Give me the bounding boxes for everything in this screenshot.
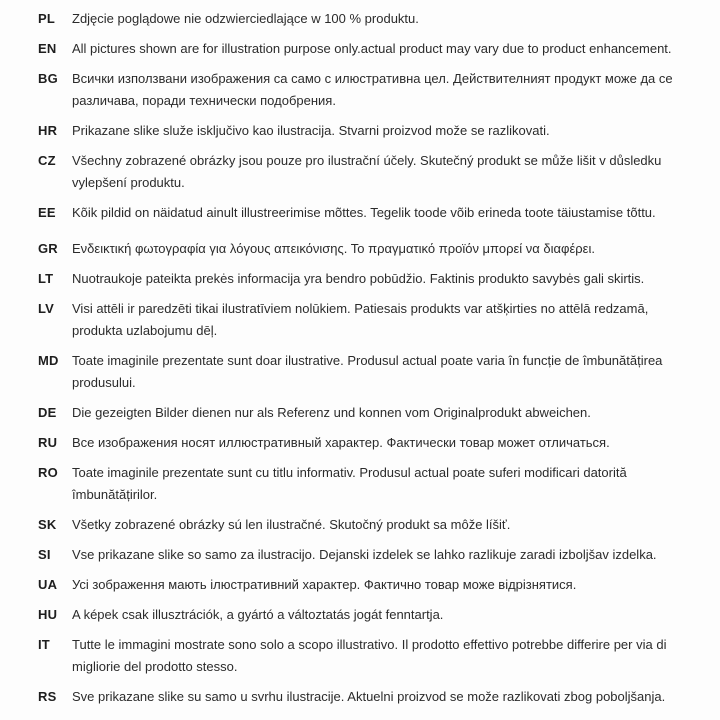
language-code-label: CZ — [38, 153, 56, 168]
language-code-label: HU — [38, 607, 58, 622]
language-code-label: RO — [38, 465, 58, 480]
disclaimer-text: Ενδεικτική φωτογραφία για λόγους απεικόνισης. Το πραγματικό προϊόν μπορεί να διαφέρει. — [72, 241, 595, 256]
disclaimer-row — [38, 150, 692, 194]
disclaimer-row — [38, 202, 692, 224]
disclaimer-text: Prikazane slike služe isključivo kao ilustracija. Stvarni proizvod može se razlikovati. — [72, 123, 550, 138]
disclaimer-text: Zdjęcie poglądowe nie odzwierciedlające w 100 % produktu. — [72, 11, 419, 26]
language-code-label: MD — [38, 353, 59, 368]
disclaimer-row — [38, 238, 692, 260]
disclaimer-text: Nuotraukoje pateikta prekės informacija yra bendro pobūdžio. Faktinis produkto savybės gali skirtis. — [72, 271, 645, 286]
disclaimer-text: Все изображения носят иллюстративный характер. Фактически товар может отличаться. — [72, 435, 610, 450]
disclaimer-text: Všechny zobrazené obrázky jsou pouze pro ilustrační účely. Skutečný produkt se může lišit v důsledku vylepšení produktu. — [72, 153, 662, 190]
language-code-label: UA — [38, 577, 58, 592]
disclaimer-text: Die gezeigten Bilder dienen nur als Referenz und konnen vom Originalprodukt abweichen. — [72, 405, 591, 420]
disclaimer-text: Усі зображення мають ілюстративний характер. Фактично товар може відрізнятися. — [72, 577, 577, 592]
disclaimer-row — [38, 462, 692, 506]
disclaimer-row — [38, 268, 692, 290]
disclaimer-text: Toate imaginile prezentate sunt cu titlu informativ. Produsul actual poate suferi modificari datorită îmbunătățirilor. — [72, 465, 627, 502]
disclaimer-text: Tutte le immagini mostrate sono solo a scopo illustrativo. Il prodotto effettivo potrebbe differire per via di migliorie del prodotto stesso. — [72, 637, 667, 674]
disclaimer-row — [38, 544, 692, 566]
disclaimer-text: Всички използвани изображения са само с илюстративна цел. Действителният продукт може да се различава, поради технически подобрения. — [72, 71, 673, 108]
language-code-label: IT — [38, 637, 50, 652]
disclaimer-row — [38, 686, 692, 708]
language-code-label: RU — [38, 435, 58, 450]
disclaimer-row — [38, 38, 692, 60]
disclaimer-row — [38, 68, 692, 112]
disclaimer-text: Toate imaginile prezentate sunt doar ilustrative. Produsul actual poate varia în funcție de îmbunătățirea produsului. — [72, 353, 663, 390]
disclaimer-text: Sve prikazane slike su samo u svrhu ilustracije. Aktuelni proizvod se može razlikovati zbog poboljšanja. — [72, 689, 666, 704]
disclaimer-text: All pictures shown are for illustration purpose only.actual product may vary due to product enhancement. — [72, 41, 672, 56]
disclaimer-row — [38, 298, 692, 342]
disclaimer-row — [38, 604, 692, 626]
disclaimer-text: Visi attēli ir paredzēti tikai ilustratīviem nolūkiem. Patiesais produkts var atšķirties no attēlā redzamā, produkta uzlabojumu dēļ. — [72, 301, 649, 338]
language-code-label: EN — [38, 41, 57, 56]
language-code-label: EE — [38, 205, 56, 220]
language-code-label: SI — [38, 547, 51, 562]
disclaimer-row — [38, 8, 692, 30]
disclaimer-text: Vse prikazane slike so samo za ilustracijo. Dejanski izdelek se lahko razlikuje zaradi izboljšav izdelka. — [72, 547, 657, 562]
disclaimer-row — [38, 402, 692, 424]
disclaimer-row — [38, 514, 692, 536]
language-code-label: DE — [38, 405, 57, 420]
disclaimer-row — [38, 574, 692, 596]
language-code-label: PL — [38, 11, 56, 26]
disclaimer-text: Všetky zobrazené obrázky sú len ilustračné. Skutočný produkt sa môže líšiť. — [72, 517, 511, 532]
language-code-label: LT — [38, 271, 54, 286]
disclaimer-row — [38, 120, 692, 142]
disclaimer-list — [38, 8, 692, 708]
disclaimer-row — [38, 350, 692, 394]
language-code-label: LV — [38, 301, 55, 316]
disclaimer-text: Kõik pildid on näidatud ainult illustreerimise mõttes. Tegelik toode võib erineda toote täiustamise tõttu. — [72, 205, 656, 220]
disclaimer-text: A képek csak illusztrációk, a gyártó a változtatás jogát fenntartja. — [72, 607, 444, 622]
disclaimer-row — [38, 634, 692, 678]
language-code-label: BG — [38, 71, 58, 86]
language-code-label: GR — [38, 241, 58, 256]
language-code-label: RS — [38, 689, 57, 704]
language-code-label: SK — [38, 517, 57, 532]
disclaimer-row — [38, 432, 692, 454]
language-code-label: HR — [38, 123, 58, 138]
